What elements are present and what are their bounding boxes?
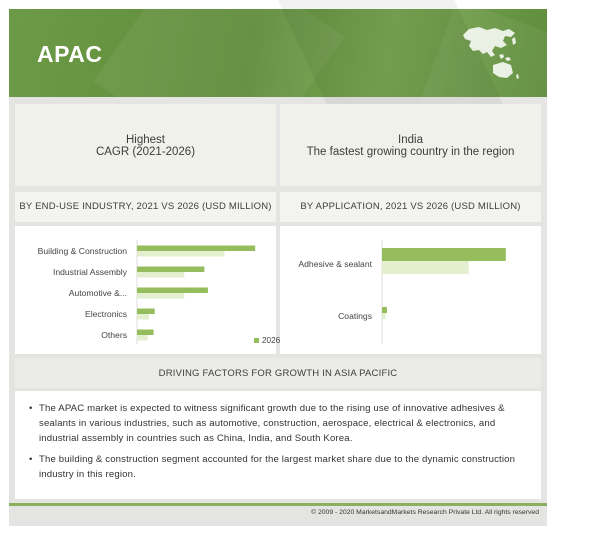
legend-label-2026: 2026	[262, 336, 281, 345]
category-label: Automotive &...	[68, 288, 127, 298]
category-label: Others	[101, 330, 127, 340]
bar-2026	[137, 246, 255, 252]
card-heading: India	[398, 134, 423, 146]
end-use-industry-bar-chart	[15, 226, 281, 354]
footer-divider	[9, 503, 547, 506]
bar-2021	[137, 335, 148, 341]
category-label: Coatings	[338, 311, 372, 321]
highest-cagr-card	[15, 104, 276, 186]
bar-2026	[382, 307, 387, 313]
card-text: CAGR (2021-2026)	[95, 146, 196, 158]
bar-2026	[137, 309, 155, 315]
bar-2026	[382, 248, 506, 261]
application-chart-title: BY APPLICATION, 2021 VS 2026 (USD MILLION)	[280, 192, 541, 222]
bar-2021	[137, 293, 184, 299]
infographic-frame	[9, 9, 547, 526]
bar-2021	[382, 313, 386, 319]
driver-item: • The APAC market is expected to witness significant growth due to the rising use of innovative adhesives & sealants in various industries, such as automotive, construction, aerospace, electrical & electronics, and industrial assembly in countries such as China, India, and South Korea.	[29, 401, 531, 446]
page-title: APAC	[37, 41, 103, 67]
driving-factors-list	[15, 391, 541, 499]
category-label: Electronics	[84, 309, 127, 319]
bar-2021	[137, 251, 224, 257]
copyright-text: © 2009 - 2020 MarketsandMarkets Research Private Ltd. All rights reserved	[311, 509, 539, 516]
category-label: Building & Construction	[37, 246, 127, 256]
bar-2021	[137, 314, 149, 320]
category-label: Adhesive & sealant	[298, 259, 372, 269]
bar-2021	[382, 261, 469, 274]
legend-swatch-2026	[254, 338, 259, 343]
card-heading: Highest	[126, 134, 165, 146]
application-chart	[280, 226, 541, 354]
driving-factors-heading: DRIVING FACTORS FOR GROWTH IN ASIA PACIFIC	[15, 358, 541, 388]
asia-pacific-map-icon	[459, 21, 521, 83]
bar-2026	[137, 330, 154, 336]
category-label: Industrial Assembly	[52, 267, 127, 277]
bar-2021	[137, 272, 184, 278]
card-text: The fastest growing country in the region	[306, 146, 515, 158]
bar-2026	[137, 288, 208, 294]
fastest-growing-country-card	[280, 104, 541, 186]
driver-item: • The building & construction segment accounted for the largest market share due to the dynamic construction industry in this region.	[29, 452, 531, 482]
bar-2026	[137, 267, 204, 273]
application-bar-chart	[280, 226, 541, 354]
header-banner	[9, 9, 547, 97]
end-use-industry-chart	[15, 226, 281, 354]
end-use-chart-title: BY END-USE INDUSTRY, 2021 VS 2026 (USD MILLION)	[15, 192, 276, 222]
